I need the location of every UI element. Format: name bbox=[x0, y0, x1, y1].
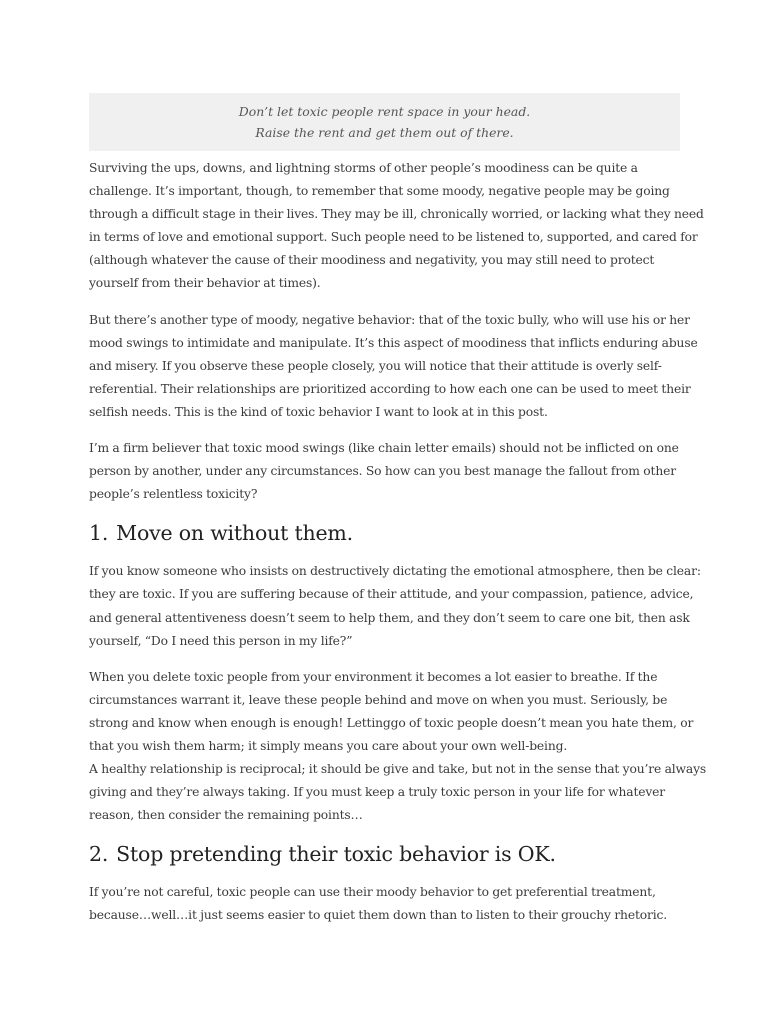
text-line: because…well…it just seems easier to quiet them down than to listen to their grouchy rhetoric. bbox=[89, 908, 667, 923]
text-line: strong and know when enough is enough! Lettinggo of toxic people doesn’t mean you hate them, or bbox=[89, 715, 694, 730]
section-1-paragraph-1 bbox=[89, 560, 701, 652]
text-line: that you wish them harm; it simply means you care about your own well-being. bbox=[89, 738, 568, 753]
section-number: 2. bbox=[89, 842, 109, 867]
text-line: When you delete toxic people from your environment it becomes a lot easier to breathe. If the bbox=[89, 669, 658, 684]
text-line: If you’re not careful, toxic people can use their moody behavior to get preferential treatment, bbox=[89, 885, 656, 900]
text-line: people’s relentless toxicity? bbox=[89, 487, 258, 502]
text-line: challenge. It’s important, though, to remember that some moody, negative people may be going bbox=[89, 184, 670, 199]
text-line: circumstances warrant it, leave these people behind and move on when you must. Seriously, be bbox=[89, 692, 668, 707]
text-line: mood swings to intimidate and manipulate. It’s this aspect of moodiness that inflicts enduring abuse bbox=[89, 335, 698, 350]
text-line: they are toxic. If you are suffering because of their attitude, and your compassion, patience, advice, bbox=[89, 587, 694, 602]
quote-line-1: Don’t let toxic people rent space in your head. bbox=[238, 104, 531, 119]
section-title: Move on without them. bbox=[116, 521, 353, 546]
text-line: giving and they’re always taking. If you must keep a truly toxic person in your life for whatever bbox=[89, 785, 666, 800]
text-line: Surviving the ups, downs, and lightning storms of other people’s moodiness can be quite a bbox=[89, 161, 638, 175]
text-line: through a difficult stage in their lives. They may be ill, chronically worried, or lacking what they need bbox=[89, 207, 704, 222]
article-body bbox=[89, 93, 707, 941]
section-number: 1. bbox=[89, 521, 109, 546]
section-2-heading bbox=[89, 840, 680, 868]
text-line: yourself, “Do I need this person in my life?” bbox=[89, 633, 353, 648]
section-1-paragraph-2 bbox=[89, 666, 707, 828]
intro-paragraph-1 bbox=[89, 157, 704, 296]
section-2-paragraph-1 bbox=[89, 881, 680, 927]
text-line: (although whatever the cause of their moodiness and negativity, you may still need to protect bbox=[89, 253, 655, 268]
section-title: Stop pretending their toxic behavior is OK. bbox=[116, 842, 556, 867]
text-line: But there’s another type of moody, negative behavior: that of the toxic bully, who will use his or her bbox=[89, 312, 690, 327]
text-line: person by another, under any circumstances. So how can you best manage the fallout from other bbox=[89, 464, 676, 479]
text-line: in terms of love and emotional support. Such people need to be listened to, supported, and cared for bbox=[89, 230, 698, 245]
text-line: If you know someone who insists on destructively dictating the emotional atmosphere, then be clear: bbox=[89, 564, 701, 579]
intro-paragraph-3 bbox=[89, 437, 680, 506]
section-1-heading bbox=[89, 519, 680, 547]
text-line: referential. Their relationships are prioritized according to how each one can be used to meet their bbox=[89, 381, 691, 396]
text-line: I’m a firm believer that toxic mood swings (like chain letter emails) should not be inflicted on one bbox=[89, 441, 679, 456]
intro-paragraph-2 bbox=[89, 309, 698, 424]
text-line: reason, then consider the remaining points… bbox=[89, 808, 363, 823]
text-line: and general attentiveness doesn’t seem to help them, and they don’t seem to care one bit, then ask bbox=[89, 610, 690, 625]
text-line: and misery. If you observe these people closely, you will notice that their attitude is overly self- bbox=[89, 358, 662, 373]
pull-quote bbox=[89, 93, 680, 151]
quote-line-2: Raise the rent and get them out of there. bbox=[255, 125, 514, 140]
text-line: yourself from their behavior at times). bbox=[89, 276, 321, 291]
text-line: selfish needs. This is the kind of toxic behavior I want to look at in this post. bbox=[89, 404, 548, 419]
text-line: A healthy relationship is reciprocal; it should be give and take, but not in the sense that you’re always bbox=[89, 762, 707, 777]
